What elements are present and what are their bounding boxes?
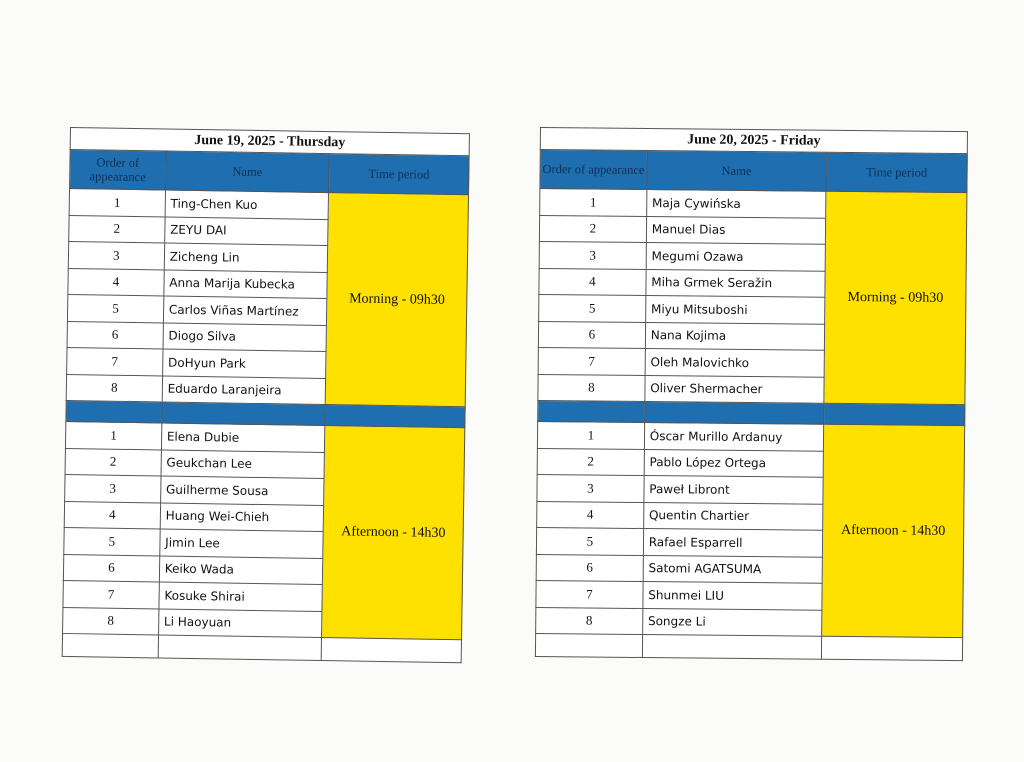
name-cell: Oliver Shermacher <box>645 375 825 403</box>
order-cell: 2 <box>539 215 646 243</box>
separator-cell <box>162 402 326 426</box>
name-cell: Maja Cywińska <box>646 190 826 218</box>
name-cell: Manuel Dias <box>646 216 826 244</box>
order-cell: 1 <box>69 189 165 217</box>
table-title: June 20, 2025 - Friday <box>540 128 967 154</box>
order-cell: 4 <box>64 501 160 529</box>
order-cell: 5 <box>64 527 160 555</box>
table-row <box>540 189 967 220</box>
separator-cell <box>538 400 645 422</box>
column-header-name: Name <box>165 151 329 193</box>
name-cell: Zicheng Lin <box>164 243 328 272</box>
order-cell: 2 <box>65 448 161 476</box>
order-cell: 8 <box>66 374 162 402</box>
order-cell: 1 <box>65 421 161 449</box>
name-cell: Ting-Chen Kuo <box>165 190 329 219</box>
name-cell: Diogo Silva <box>163 322 327 351</box>
column-header-order: Order of appearance <box>70 150 166 190</box>
morning-period-cell: Morning - 09h30 <box>824 191 967 404</box>
blank-row <box>535 633 962 660</box>
order-cell: 7 <box>63 580 159 608</box>
name-cell: Pablo López Ortega <box>644 449 824 477</box>
separator-cell <box>824 403 965 425</box>
column-header-order: Order of appearance <box>540 150 647 190</box>
order-cell: 8 <box>536 607 643 635</box>
blank-row <box>62 633 461 662</box>
table-title: June 19, 2025 - Thursday <box>70 128 469 156</box>
order-cell: 8 <box>538 374 645 402</box>
name-cell: Shunmei LIU <box>643 582 823 610</box>
name-cell: Elena Dubie <box>161 423 325 452</box>
blank-cell <box>62 633 158 658</box>
name-cell: Satomi AGATSUMA <box>643 555 823 583</box>
header-row <box>540 150 967 193</box>
order-cell: 4 <box>537 501 644 529</box>
order-cell: 7 <box>538 347 645 375</box>
name-cell: Megumi Ozawa <box>646 243 826 271</box>
name-cell: Kosuke Shirai <box>159 582 323 611</box>
name-cell: Miha Grmek Seražin <box>646 269 826 297</box>
order-cell: 4 <box>539 268 646 296</box>
order-cell: 8 <box>63 607 159 635</box>
order-cell: 7 <box>67 347 163 375</box>
afternoon-period-cell: Afternoon - 14h30 <box>322 426 465 640</box>
name-cell: Li Haoyuan <box>158 608 322 637</box>
column-header-period: Time period <box>329 154 469 195</box>
header-row <box>70 150 470 195</box>
name-cell: Anna Marija Kubecka <box>164 269 328 298</box>
name-cell: Oleh Malovichko <box>645 349 825 377</box>
order-cell: 7 <box>536 580 643 608</box>
name-cell: Miyu Mitsuboshi <box>645 296 825 324</box>
blank-cell <box>821 636 962 660</box>
schedule-table-friday <box>535 127 968 661</box>
name-cell: Óscar Murillo Ardanuy <box>644 423 824 451</box>
table-row <box>537 421 964 452</box>
order-cell: 1 <box>540 189 647 217</box>
afternoon-period-cell: Afternoon - 14h30 <box>822 424 965 637</box>
order-cell: 5 <box>67 294 163 322</box>
order-cell: 4 <box>68 268 164 296</box>
order-cell: 5 <box>539 294 646 322</box>
name-cell: Paweł Libront <box>644 476 824 504</box>
name-cell: Rafael Esparrell <box>643 529 823 557</box>
name-cell: Guilherme Sousa <box>160 476 324 505</box>
column-header-period: Time period <box>826 152 967 192</box>
name-cell: Geukchan Lee <box>161 449 325 478</box>
name-cell: Carlos Viñas Martínez <box>163 296 327 325</box>
column-header-name: Name <box>647 151 827 192</box>
name-cell: Nana Kojima <box>645 322 825 350</box>
name-cell: DoHyun Park <box>162 349 326 378</box>
name-cell: Eduardo Laranjeira <box>162 375 326 404</box>
separator-cell <box>325 405 465 428</box>
name-cell: Songze Li <box>642 608 822 636</box>
separator-cell <box>644 402 824 425</box>
name-cell: ZEYU DAI <box>164 217 328 246</box>
morning-period-cell: Morning - 09h30 <box>326 193 469 407</box>
order-cell: 2 <box>69 215 165 243</box>
order-cell: 6 <box>538 321 645 349</box>
order-cell: 1 <box>537 421 644 449</box>
order-cell: 6 <box>63 554 159 582</box>
blank-cell <box>642 635 822 660</box>
order-cell: 3 <box>68 241 164 269</box>
blank-cell <box>535 633 642 657</box>
schedule-table-thursday <box>62 127 470 663</box>
order-cell: 6 <box>536 554 643 582</box>
order-cell: 2 <box>537 448 644 476</box>
name-cell: Jimin Lee <box>160 529 324 558</box>
name-cell: Quentin Chartier <box>643 502 823 530</box>
order-cell: 3 <box>539 241 646 269</box>
blank-cell <box>321 638 461 663</box>
order-cell: 6 <box>67 321 163 349</box>
order-cell: 3 <box>537 474 644 502</box>
name-cell: Huang Wei-Chieh <box>160 502 324 531</box>
separator-cell <box>66 400 162 423</box>
blank-cell <box>158 635 322 661</box>
order-cell: 3 <box>65 474 161 502</box>
name-cell: Keiko Wada <box>159 555 323 584</box>
order-cell: 5 <box>536 527 643 555</box>
